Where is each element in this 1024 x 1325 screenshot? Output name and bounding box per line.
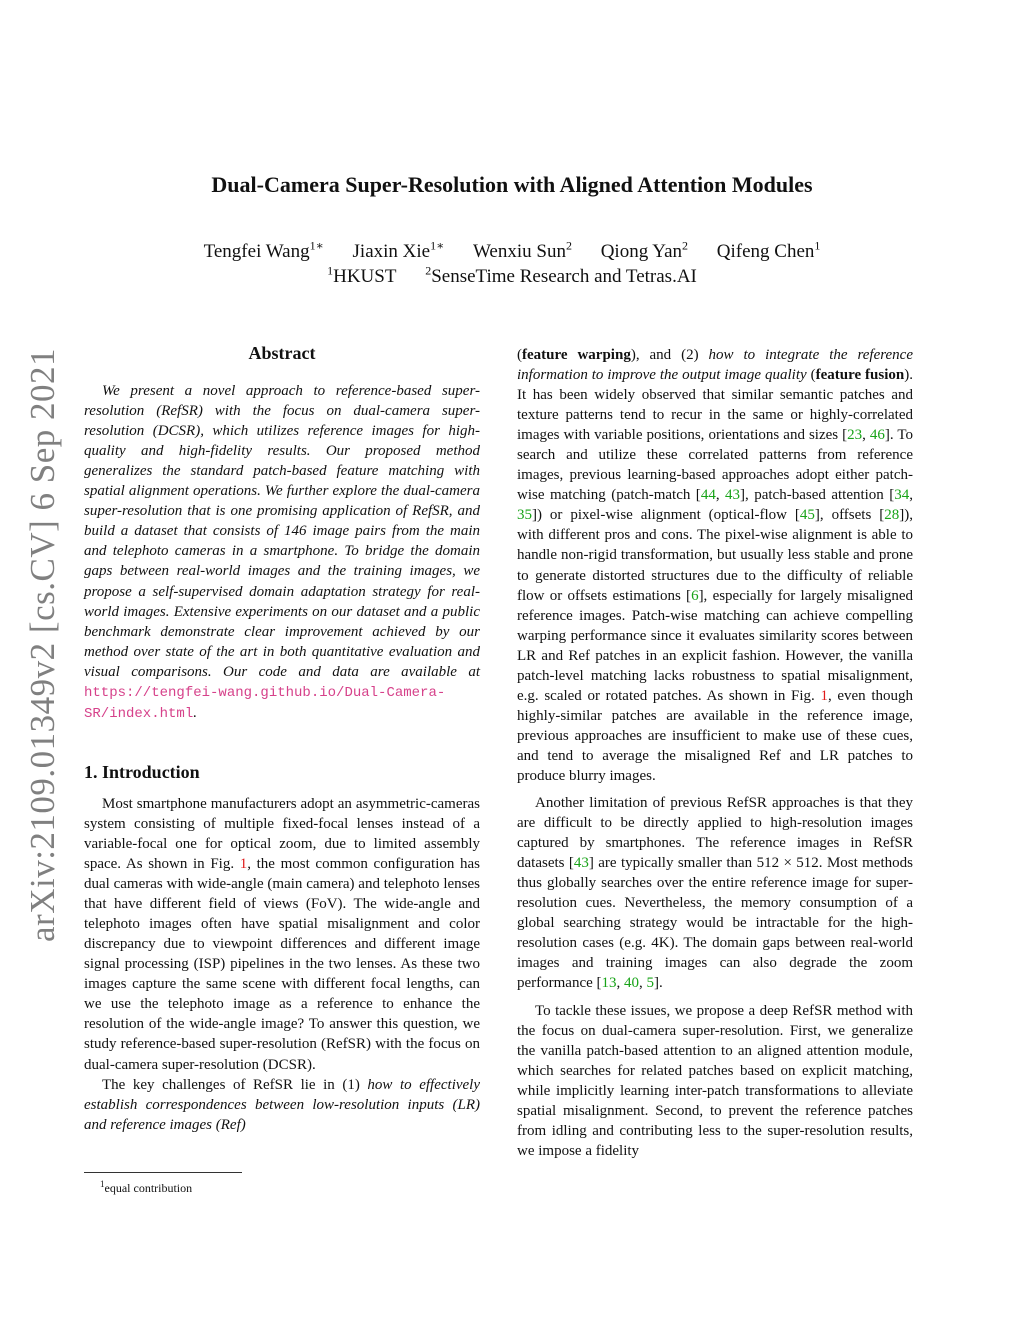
citation[interactable]: 28 [884,507,900,524]
emphasis-text: how to effectively establish correspondences between low-resolution inputs (LR) and reference images (Ref) [84,1076,480,1133]
author-sup: 1∗ [430,238,445,253]
affiliation-sup: 2 [425,263,432,278]
paragraph-gap [517,994,913,1001]
abstract-body: We present a novel approach to reference-based super-resolution (RefSR) with the focus on dual-camera super-resolution (DCSR), which utilizes reference images for high-quality and high-fidelity results. Our proposed method generalizes the standard patch-based feature matching with spatial alignment operations. We further explore the dual-camera super-resolution that is one promising application of RefSR, and build a dataset that consists of 146 image pairs from the main and telephoto cameras in a smartphone. To bridge the domain gaps between real-world images and the training images, we propose a self-supervised domain adaptation strategy for real-world images. Extensive experiments on our dataset and a public benchmark demonstrate clear improvement achieved by our method over state of the art in both quantitative evaluation and visual comparisons. Our code and data are available at [84,383,480,680]
text-run: The key challenges of RefSR lie in (1) [102,1076,368,1093]
text-run: , [639,975,647,992]
right-column [517,345,913,1161]
citation[interactable]: 40 [624,975,640,992]
footnote-rule [84,1172,242,1173]
citation[interactable]: 44 [700,487,716,504]
text-run: ]), with different pros and cons. The pixel-wise alignment is able to handle non-rigid transformation, but usually less stable and prone to generate distorted structures due to the difficulty of reliable flow or offsets estimations [ [517,507,913,604]
author-name: Wenxiu Sun [473,241,566,262]
paragraph-gap [517,786,913,793]
author [600,238,689,262]
text-run: ]. [654,975,663,992]
section-heading-introduction: 1. Introduction [84,761,200,782]
intro-paragraph-3 [517,793,913,993]
author-name: Qifeng Chen [716,241,815,262]
author-sup: 1∗ [309,238,324,253]
author-name: Jiaxin Xie [352,241,431,262]
footnote-text: equal contribution [104,1181,193,1195]
text-run: ). It has been widely observed that similar semantic patches and texture patterns tend to recur in the same or highly-correlated images with variable positions, orientations and sizes [ [517,367,913,444]
text-run: Another limitation of previous RefSR approaches is that they are difficult to be directly applied to high-resolution images captured by smartphones. The reference images in RefSR datasets [ [517,795,913,872]
abstract-end: . [193,704,197,721]
text-run: ]) or pixel-wise alignment (optical-flow [ [532,507,800,524]
affiliation [327,263,397,287]
author-sup: 1 [814,238,821,253]
affiliation-list [0,264,1024,289]
text-run: ] are typically smaller than 512 × 512. Most methods thus globally searches over the entire reference image for super-resolution cues. Nevertheless, the memory consumption of a global searching strategy would be intractable for the high-resolution cases (e.g. 4K). The domain gaps between real-world images and training images can also degrade the zoom performance [ [517,855,913,992]
abstract-text [84,381,480,724]
citation[interactable]: 43 [725,487,741,504]
citation[interactable]: 5 [646,975,655,992]
text-run: ( [806,367,816,384]
citation[interactable]: 45 [799,507,815,524]
citation[interactable]: 6 [691,587,699,604]
text-run: , [715,487,726,504]
arxiv-stamp: arXiv:2109.01349v2 [cs.CV] 6 Sep 2021 [23,348,62,943]
text-run: ( [517,347,522,363]
text-run: , even though highly-similar patches are available in the reference image, previous approaches are insufficient to make use of these cues, and tend to average the misaligned Ref and LR patches to produce blurry images. [517,687,914,784]
author [203,238,324,262]
figure-ref[interactable]: 1 [820,687,828,704]
citation[interactable]: 43 [573,855,589,872]
author-block [0,239,1024,289]
text-run: ], offsets [ [814,507,885,524]
text-run: ]. To search and utilize these correlated patterns from reference images, previous learning-based approaches adopt either patch-wise matching (patch-match [ [517,427,913,504]
text-run: ], especially for largely misaligned reference images. Patch-wise matching can achieve compelling warping performance since it evaluates similarity scores between LR and Ref patches in an explicit fashion. However, the vanilla patch-level matching lacks robustness to spatial misalignment, e.g. scaled or rotated patches. As shown in Fig. [517,587,913,704]
text-run: ], patch-based attention [ [740,487,895,504]
citation[interactable]: 46 [869,427,885,444]
citation[interactable]: 13 [601,975,617,992]
paper-title: Dual-Camera Super-Resolution with Aligned Attention Modules [211,172,813,197]
author [352,238,445,262]
author [473,238,572,262]
intro-paragraph-1 [84,794,480,1075]
bold-text: feature fusion [815,367,905,384]
author-name: Tengfei Wang [203,241,310,262]
intro-paragraph-2-cont [517,345,913,786]
text-run: Most smartphone manufacturers adopt an asymmetric-cameras system consisting of multiple fixed-focal lenses instead of a variable-focal one for optical zoom, due to limited assembly space. As shown in Fig. [84,795,480,873]
text-run: , [616,975,625,992]
affiliation [425,263,697,287]
footnote-mark: 1 [100,1179,105,1189]
intro-paragraph-2 [84,1075,480,1135]
intro-paragraph-4: To tackle these issues, we propose a deep RefSR method with the focus on dual-camera super-resolution. First, we generalize the vanilla patch-based attention to an aligned attention module, which searches for related patches based on explicit matching, while implicitly learning inter-patch transformations to alleviate spatial misalignment. Second, to prevent the reference patches from idling and contributing less to the super-resolution results, we impose a fidelity [517,1002,913,1159]
text-run: , the most common configuration has dual cameras with wide-angle (main camera) and telephoto lenses that have different field of views (FoV). The wide-angle and telephoto images often have spatial misalignment and color discrepancy due to viewpoint differences and different image signal processing (ISP) pipelines in the two lenses. As these two images capture the same scene with different focal lengths, can we use the telephoto image as a reference to enhance the resolution of the wide-angle image? To answer this question, we study reference-based super-resolution (RefSR) with the focus on dual-camera super-resolution (DCSR). [84,856,481,1073]
text-run: , [909,487,914,504]
author-sup: 2 [682,238,689,253]
project-link[interactable]: https://tengfei-wang.github.io/Dual-Camera-SR/index.html [84,684,446,722]
author-name: Qiong Yan [600,241,683,262]
author [716,238,821,262]
citation[interactable]: 35 [517,507,532,524]
citation[interactable]: 34 [894,487,910,504]
footnote [100,1179,192,1196]
author-sup: 2 [565,238,572,253]
text-run: ), and (2) [630,347,709,363]
figure-ref[interactable]: 1 [239,856,248,873]
abstract-heading: Abstract [248,343,316,363]
text-run: , [862,427,870,444]
emphasis-text: how to integrate the reference information to improve the output image quality [517,347,913,384]
left-column [84,340,480,1135]
affiliation-name: HKUST [333,266,397,287]
bold-text: feature warping [522,347,631,363]
affiliation-sup: 1 [327,263,334,278]
affiliation-name: SenseTime Research and Tetras.AI [431,266,697,287]
citation[interactable]: 23 [847,427,863,444]
author-list [0,239,1024,264]
